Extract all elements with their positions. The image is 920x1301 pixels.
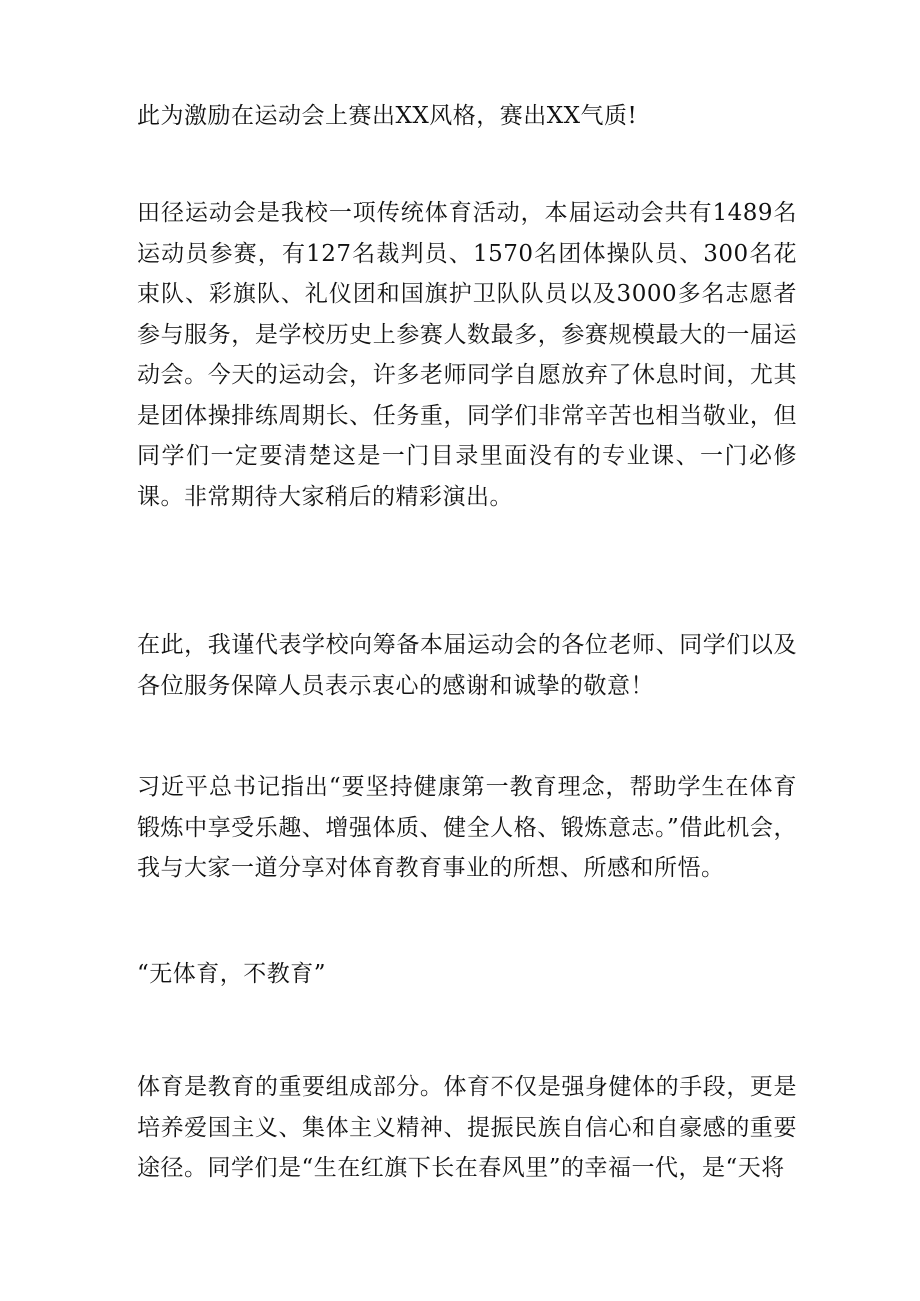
paragraph-sports-meet-overview: 田径运动会是我校一项传统体育活动，本届运动会共有1489名运动员参赛，有127名裁判员、1570名团体操队员、300名花束队、彩旗队、礼仪团和国旗护卫队队员以及3000多名志愿者参与服务，是学校历史上参赛人数最多，参赛规模最大的一届运动会。今天的运动会，许多老师同学自愿放弃了休息时间，尤其是团体操排练周期长、任务重，同学们非常辛苦也相当敬业，但同学们一定要清楚这是一门目录里面没有的专业课、一门必修课。非常期待大家稍后的精彩演出。 bbox=[137, 200, 797, 510]
paragraph-intro: 此为激励在运动会上赛出XX风格，赛出XX气质! bbox=[137, 103, 638, 129]
section-heading: “无体育，不教育” bbox=[137, 961, 327, 987]
paragraph-thanks: 在此，我谨代表学校向筹备本届运动会的各位老师、同学们以及各位服务保障人员表示衷心的感谢和诚挚的敬意！ bbox=[137, 632, 797, 699]
paragraph-quote: 习近平总书记指出“要坚持健康第一教育理念，帮助学生在体育锻炼中享受乐趣、增强体质、健全人格、锻炼意志。”借此机会，我与大家一道分享对体育教育事业的所想、所感和所悟。 bbox=[137, 774, 797, 881]
paragraph-sports-education: 体育是教育的重要组成部分。体育不仅是强身健体的手段，更是培养爱国主义、集体主义精神、提振民族自信心和自豪感的重要途径。同学们是“生在红旗下长在春风里”的幸福一代，是“天将 bbox=[137, 1074, 797, 1181]
